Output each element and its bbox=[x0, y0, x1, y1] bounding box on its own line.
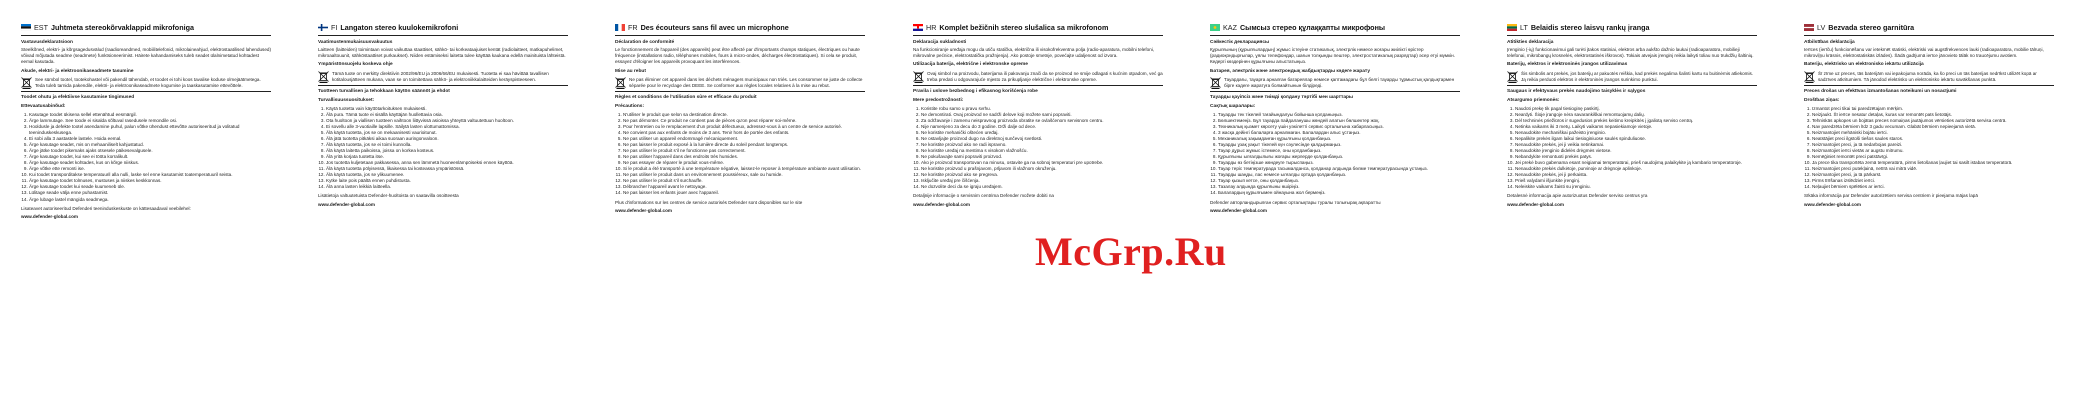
divider bbox=[21, 91, 271, 92]
precaution-item: 10. Ja prece tika transportēta zemā temperatūrā, pirms lietošanas ļaujiet tai sasilt istabas temperatūrā. bbox=[1812, 160, 2054, 166]
precaution-item: 7. Ärge kasutage toodet, kui see ei tööta korralikult. bbox=[29, 154, 271, 160]
service-info-text: Plus d'informations sur les centres de service autorisés Defender sont disponibles sur le site bbox=[615, 199, 803, 205]
precaution-item: 10. Kui toodet transporditakse temperatuuril alla nulli, laske sel enne kasutamist toatemperatuuril seista. bbox=[29, 172, 271, 178]
service-info-text: Lisätietoja valtuutetuista Defender-huoltoista on saatavilla osoitteesta bbox=[318, 193, 459, 199]
precaution-item: 7. Ne koristite proizvod ako ne radi ispravno. bbox=[921, 142, 1163, 148]
precaution-item: 12. Ne pas utiliser le produit s'il surchauffe. bbox=[623, 178, 865, 184]
declaration-heading: Vastavusdeklaratsioon bbox=[21, 40, 73, 45]
flag-icon bbox=[1804, 24, 1814, 31]
product-title: Des écouteurs sans fil avec un microphone bbox=[640, 22, 789, 32]
precaution-item: 14. Neļaujiet bērniem spēlēties ar ierīci. bbox=[1812, 184, 2054, 190]
declaration-text: Ierīces (ierīču) funkcionēšanu var ietekmēt statiski, elektriski vai augstfrekvences lauki (radioaparatūra, mobilie tālruņi, mikroviļņu krāsnis, elektrostatiskās izlādes). Šādā gadījumā ierīce jānovieto tālāk no traucējumu avotiem. bbox=[1804, 47, 2044, 59]
disposal-block bbox=[21, 77, 271, 89]
language-column bbox=[1507, 22, 1757, 412]
precaution-item: 12. Тауар қызып кетсе, оны қолданбаңыз. bbox=[1218, 178, 1460, 184]
precaution-item: 6. Ärge jätke toodet pikemaks ajaks otsesele päikesevalgusele. bbox=[29, 148, 271, 154]
disposal-text: Ne pas éliminer cet appareil dans les déchets ménagers municipaux non triés. Les consommer se juste de collecte séparée pour le recyclage des DEEE. Se conformer aux règles locales relatives à la mise au rebut. bbox=[629, 76, 863, 88]
crossed-bin-icon bbox=[1804, 71, 1815, 83]
precaution-item: 4. Ne convient pas aux enfants de moins de 3 ans. Tenir hors de portée des enfants. bbox=[623, 130, 865, 136]
precaution-item: 1. Koristite robu samo u pravu svrhu. bbox=[921, 106, 1163, 112]
declaration-text: Құрылғының (құрылғылардың) жұмыс істеуіне статикалық, электрлік немесе жоғары жиілікті өрістер (радиоқондырғылар, ұялы телефондар, шағын толқынды пештер, электростатикалық разрядтар) әсер етуі мүмкін. Кедергі көздерінен құрылғыны алыстатыңыз. bbox=[1210, 47, 1455, 65]
precaution-item: 5. Ne pas utiliser un appareil endommagé mécaniquement. bbox=[623, 136, 865, 142]
flag-icon bbox=[615, 24, 625, 31]
precautions-heading: Turvallisuussuositukset: bbox=[318, 98, 375, 104]
column-header bbox=[615, 22, 865, 36]
precaution-item: 7. Älä käytä tuotetta, jos se ei toimi kunnolla. bbox=[326, 142, 568, 148]
language-column bbox=[1210, 22, 1460, 412]
product-title: Belaidis stereo laisvų rankų įranga bbox=[1530, 22, 1650, 32]
column-header bbox=[1507, 22, 1757, 36]
disposal-text: Tämä tuote on merkitty direktiivin 2002/96/EU ja 2006/66/EU mukaisesti. Tuotetta ei saa hävittää tavallisen kotitalousjätteen mukana, vaan se on toimitettava sähkö- ja elektroniikkalaitteiden keräyspisteeseen. bbox=[332, 70, 549, 82]
disposal-heading: Utilizacija baterija, električne i elektronske opreme bbox=[913, 62, 1028, 68]
precaution-item: 9. Nemēģiniet remontēt preci patstāvīgi. bbox=[1812, 154, 2054, 160]
precaution-item: 9. Тауарды өз бетіңізше жөндеуге тырыспаңыз. bbox=[1218, 160, 1460, 166]
precautions-heading: Mere predostrožnosti: bbox=[913, 98, 964, 104]
divider bbox=[1210, 91, 1460, 92]
precaution-item: 12. Nenaudokite prekės, jei ji perkaista. bbox=[1515, 172, 1757, 178]
divider bbox=[615, 91, 865, 92]
precaution-item: 2. Ne demontirati. Ovaj proizvod ne sadrži delove koji možete sami popraviti. bbox=[921, 112, 1163, 118]
crossed-bin-icon bbox=[21, 77, 32, 89]
declaration-text: Įrenginio (-ių) funkcionavimui gali turėti įtakos statiniai, elektros arba aukšto dažnio laukai (radioaparatūra, mobilieji telefonai, mikrobangų krosnelės, elektrostatinės iškrovos). Tokiais atvejais įrenginį reikia laikyti toliau nuo trukdžių šaltinių. bbox=[1507, 47, 1754, 59]
language-code: HR bbox=[926, 22, 937, 32]
precaution-item: 9. Ne pas essayer de réparer le produit vous-même. bbox=[623, 160, 865, 166]
precaution-item: 3. Техникалық қызмет көрсету үшін уәкілетті сервис орталығына хабарласыңыз. bbox=[1218, 124, 1460, 130]
safety-heading: Saugaus ir efektyvaus prekės naudojimo taisyklės ir sąlygos bbox=[1507, 88, 1646, 94]
website-url[interactable]: www.defender-global.com bbox=[615, 207, 673, 213]
precautions-heading: Ettevaatusabinõud: bbox=[21, 104, 66, 110]
flag-icon bbox=[21, 24, 31, 31]
column-header bbox=[913, 22, 1163, 36]
product-title: Komplet bežičnih stereo slušalica sa mikrofonom bbox=[939, 22, 1109, 32]
disposal-heading: Ympäristönsuojelu koskeva ohje bbox=[318, 62, 393, 68]
service-info-text: Defender авторландырылған сервис орталықтары туралы толығырақ ақпаратты bbox=[1210, 199, 1381, 205]
precaution-item: 14. Ne dozvolite deci da se igraju uređajem. bbox=[921, 184, 1163, 190]
service-info-text: Detalesnė informacija apie autorizuotus Defender serviso centrus yra bbox=[1507, 193, 1648, 199]
precaution-item: 13. Kytke laite pois päältä ennen puhdistusta. bbox=[326, 178, 568, 184]
product-title: Сымсыз стерео құлаққапты микрофоны bbox=[1239, 22, 1386, 32]
disposal-block bbox=[1210, 77, 1460, 89]
language-column bbox=[318, 22, 568, 412]
precaution-item: 14. Älä anna lasten leikkiä laitteella. bbox=[326, 184, 568, 190]
divider bbox=[1507, 85, 1757, 86]
flag-icon bbox=[1507, 24, 1517, 31]
precautions-list bbox=[318, 106, 568, 191]
language-column bbox=[21, 22, 271, 412]
declaration-heading: Déclaration de conformité bbox=[615, 40, 675, 45]
precaution-item: 9. Nebandykite remontuoti prekės patys. bbox=[1515, 154, 1757, 160]
precaution-item: 5. Älä käytä tuotetta, jos se on mekaanisesti vaurioitunut. bbox=[326, 130, 568, 136]
precaution-item: 1. Kasutage toodet ükisena sellel ettenähtud eesmärgil. bbox=[29, 112, 271, 118]
safety-heading: Toodet ohutu ja efektiivse kasutamise tingimused bbox=[21, 94, 135, 100]
disposal-text: Šis simbolis ant prekės, jos baterijų ar pakuotės reiškia, kad prekės negalima šalinti kartu su buitinėmis atliekomis. Ją reikia perduoti elektros ir elektroninės įrangos surinkimo punktui. bbox=[1521, 70, 1754, 82]
precaution-item: 13. Prieš valydami išjunkite įrenginį. bbox=[1515, 178, 1757, 184]
precautions-heading: Сақтық шаралары: bbox=[1210, 104, 1256, 110]
precaution-item: 12. Ne koristite proizvod ako se pregreva. bbox=[921, 172, 1163, 178]
precaution-item: 8. Құрылғыны ылғалдылығы жоғары жерлерде қолданбаңыз. bbox=[1218, 154, 1460, 160]
precaution-item: 6. Nepalikite prekės ilgam laikui tiesioginiuose saulės spinduliuose. bbox=[1515, 136, 1757, 142]
precaution-item: 2. Ärge lammutage. See toode ei sisalda sõltuval rasedusele remondile osi. bbox=[29, 118, 271, 124]
column-header bbox=[318, 22, 568, 36]
flag-icon bbox=[913, 24, 923, 31]
precautions-list bbox=[1210, 112, 1460, 197]
website-url[interactable]: www.defender-global.com bbox=[913, 201, 971, 207]
precaution-item: 11. Тауарды шаңды, лас немесе ылғалды ортада қолданбаңыз. bbox=[1218, 172, 1460, 178]
language-column bbox=[1804, 22, 2054, 412]
precaution-item: 14. Балалардың құрылғымен ойнауына жол бермеңіз. bbox=[1218, 190, 1460, 196]
disposal-heading: Bateriju, elektrisko un elektronisko iekārtu utilizācija bbox=[1804, 62, 1924, 68]
precaution-item: 11. Ne koristite proizvod u prašnjavom, prljavom ili vlažnom okruženju. bbox=[921, 166, 1163, 172]
precaution-item: 13. Lülitage seade välja enne puhastamist. bbox=[29, 190, 271, 196]
precautions-heading: Atsargumo priemonės: bbox=[1507, 98, 1560, 104]
precaution-item: 6. Neatstājiet preci ilgstoši tiešos saules staros. bbox=[1812, 136, 2054, 142]
precaution-item: 5. Ärge kasutage seadet, mis on mehaaniliselt kahjustatud. bbox=[29, 142, 271, 148]
disposal-heading: Mise au rebut bbox=[615, 68, 646, 74]
precaution-item: 7. Ne pas utiliser le produit s'il ne fonctionne pas correctement. bbox=[623, 148, 865, 154]
website-url[interactable]: www.defender-global.com bbox=[318, 201, 376, 207]
precaution-item: 3. Pour l'entretien ou le remplacement d'un produit défectueux, adressez-vous à un centre de service autorisé. bbox=[623, 124, 865, 130]
declaration-text: Laitteen (laitteiden) toimintaan voivat vaikuttaa staattiset, sähkö- tai korkeataajuiset kentät (radiolaitteet, matkapuhelimet, mikroaaltouunit, sähköstaattiset purkaukset). Niiden estämiseksi laitetta tulee käyttää kaukana edellä mainituista lähteistä. bbox=[318, 47, 566, 59]
divider bbox=[913, 85, 1163, 86]
precaution-item: 10. Тауар теріс температурада тасымалданса, қолданар алдында бөлме температурасында ұстаңыз. bbox=[1218, 166, 1460, 172]
disposal-block bbox=[615, 77, 865, 89]
disposal-block bbox=[913, 71, 1163, 83]
disposal-heading: Akude, elektri- ja elektroonikaseadmete tasumine bbox=[21, 68, 134, 74]
precaution-item: 4. 3 жасқа дейінгі балаларға арналмаған. Балалардан алыс ұстаңыз. bbox=[1218, 130, 1460, 136]
precaution-item: 11. Neizmantojiet preci putekļainā, netīrā vai mitrā vidē. bbox=[1812, 166, 2054, 172]
precaution-item: 8. Ärge kasutage seadet kohtades, kus on kõrge niiskus. bbox=[29, 160, 271, 166]
precaution-item: 8. Ne pas utiliser l'appareil dans des endroits très humides. bbox=[623, 154, 865, 160]
declaration-heading: Vaatimustenmukaisuusvakuutus bbox=[318, 40, 393, 45]
service-info-text: Detaljnije informacije o servisnim centrima Defender možete dobiti na bbox=[913, 193, 1054, 199]
precaution-item: 9. Ne pokušavajte sami popraviti proizvod. bbox=[921, 154, 1163, 160]
precaution-item: 2. Neardyti. Šioje įrangoje nėra savarankiškai remontuojamų dalių. bbox=[1515, 112, 1757, 118]
column-header bbox=[1210, 22, 1460, 36]
divider bbox=[1804, 85, 2054, 86]
precaution-item: 1. Izmantot preci tikai tai paredzētajam mērķim. bbox=[1812, 106, 2054, 112]
precaution-item: 14. Neleiskite vaikams žaisti su įrenginiu. bbox=[1515, 184, 1757, 190]
crossed-bin-icon bbox=[615, 77, 626, 89]
crossed-bin-icon bbox=[1507, 71, 1518, 83]
disposal-text: Тауардағы, тауарға арналған батареялар немесе қаптамадағы бұл белгі тауарды тұрмыстық қалдықтармен бірге кәдеге жаратуға болмайтынын білдіреді. bbox=[1224, 76, 1455, 88]
precaution-item: 14. Ärge lubage lastel mängida seadmega. bbox=[29, 197, 271, 203]
language-code: EST bbox=[34, 22, 48, 32]
precaution-item: 13. Débrancher l'appareil avant le nettoyage. bbox=[623, 184, 865, 190]
precaution-item: 10. Ako je proizvod transportovan na minusu, ostavite ga na sobnoj temperaturi pre upotrebe. bbox=[921, 160, 1163, 166]
flag-icon bbox=[1210, 24, 1220, 31]
precautions-list bbox=[1804, 106, 2054, 191]
service-info-text: Sīkāka informācija par Defender autorizētiem servisa centriem ir pieejama mājas lapā bbox=[1804, 193, 1978, 199]
precaution-item: 3. Za održavanje i zamenu neispravnog proizvoda obratite se ovlašćenom servisnom centru. bbox=[921, 118, 1163, 124]
language-code: FI bbox=[331, 22, 338, 32]
precaution-item: 12. Älä käytä tuotetta, jos se ylikuumenee. bbox=[326, 172, 568, 178]
precautions-list bbox=[913, 106, 1163, 191]
disposal-block bbox=[318, 71, 568, 83]
precaution-item: 4. Ei sobi alla 3 aastastele lastele. Hoida eemal. bbox=[29, 136, 271, 142]
precaution-item: 13. Тазалау алдында құрылғыны өшіріңіз. bbox=[1218, 184, 1460, 190]
precaution-item: 4. Ei sovellu alle 3-vuotiaille lapsille. Säilytä lasten ulottumattomissa. bbox=[326, 124, 568, 130]
disposal-text: See sümbol tootel, tootekohastel või pakendil tähendab, et toodet ei tohi koos tavalise koduse olmejäätmetega. Teda tuleb tarnida pakendile, elektri- ja elektroonikaseadmete kogumise ja taaskasutamise ettevõttele. bbox=[35, 76, 261, 88]
precaution-item: 9. Ärge võtke ette remonti ise. bbox=[29, 166, 271, 172]
precaution-item: 7. Тауар дұрыс жұмыс істемесе, оны қолданбаңыз. bbox=[1218, 148, 1460, 154]
declaration-heading: Deklaracija sukladnosti bbox=[913, 40, 967, 45]
precaution-item: 1. N'utiliser le produit que selon sa destination directe. bbox=[623, 112, 865, 118]
precaution-item: 3. Hooldusle ja defekte tootel asendamine puhul, palun võtke ühendust ettevõtte autoriseeritud ja volitatud teeninduskeskusega. bbox=[29, 124, 271, 136]
precaution-item: 5. Neizmantojiet mehāniski bojātu ierīci. bbox=[1812, 130, 2054, 136]
precaution-item: 6. Тауарды ұзақ уақыт тікелей күн сәулесінде қалдырмаңыз. bbox=[1218, 142, 1460, 148]
precaution-item: 13. Pirms tīrīšanas izslēdziet ierīci. bbox=[1812, 178, 2054, 184]
precaution-item: 8. Älä käytä laitetta paikoissa, joissa on korkea kosteus. bbox=[326, 148, 568, 154]
precaution-item: 1. Тауарды тек тікелей тағайындалуы бойынша қолданыңыз. bbox=[1218, 112, 1460, 118]
precaution-item: 4. Netinka vaikams iki 3 metų. Laikyti vaikams nepasiekiamoje vietoje. bbox=[1515, 124, 1757, 130]
precaution-item: 5. Механикалық зақымданған құрылғыны қолданбаңыз. bbox=[1218, 136, 1460, 142]
precaution-item: 10. Jos tuotetta kuljetetaan pakkasessa, anna sen lämmetä huoneenlämpöiseksi ennen käyttöä. bbox=[326, 160, 568, 166]
precaution-item: 2. Älä pura. Tämä tuote ei sisällä käyttäjän huollettavia osia. bbox=[326, 112, 568, 118]
declaration-text: Na funkcioniranje uređaja mogu da utiču statička, električna ili visokofrekventna polja (radio-aparatura, mobilni telefoni, mikrovalne pećnice, elektrostatička pražnjenja). Ako postoje smetnje, povećajte udaljenost od izvora. bbox=[913, 47, 1155, 59]
website-url[interactable]: www.defender-global.com bbox=[1804, 201, 1862, 207]
precaution-item: 10. Jei prekė buvo gabenama esant neigiamai temperatūrai, prieš naudojimą palaikykite ją kambario temperatūroje. bbox=[1515, 160, 1757, 166]
precaution-item: 3. Dėl techninės priežiūros ir sugedusios prekės keitimo kreipkitės į įgaliotą serviso centrą. bbox=[1515, 118, 1757, 124]
precaution-item: 12. Neizmantojiet preci, ja tā pārkarst. bbox=[1812, 172, 2054, 178]
precaution-item: 6. Älä jätä tuotetta pitkäksi aikaa suoraan auringonvaloon. bbox=[326, 136, 568, 142]
precaution-item: 9. Älä yritä korjata tuotetta itse. bbox=[326, 154, 568, 160]
crossed-bin-icon bbox=[318, 71, 329, 83]
disposal-block bbox=[1804, 71, 2054, 83]
language-code: FR bbox=[628, 22, 638, 32]
precaution-item: 11. Ne pas utiliser le produit dans un environnement poussiéreux, sale ou humide. bbox=[623, 172, 865, 178]
precaution-item: 7. Nenaudokite prekės, jei ji veikia netinkamai. bbox=[1515, 142, 1757, 148]
crossed-bin-icon bbox=[913, 71, 924, 83]
precaution-item: 14. Ne pas laisser les enfants jouer avec l'appareil. bbox=[623, 190, 865, 196]
safety-heading: Тауарды қауіпсіз және тиімді қолдану тәртібі мен шарттары bbox=[1210, 94, 1354, 100]
precaution-item: 4. Nije namenjeno za decu do 3 godine. Drži dalje od dece. bbox=[921, 124, 1163, 130]
declaration-heading: Atbilstības deklarācija bbox=[1804, 40, 1855, 45]
disposal-text: Ovaj simbol na proizvodu, baterijama ili pakovanju znači da se proizvod ne smije odlagati s kućnim otpadom, već ga treba predati u odgovarajuće mjesto za prikupljanje električne i elektronske opreme. bbox=[927, 70, 1163, 82]
precaution-item: 7. Neizmantojiet preci, ja tā nedarbojas pareizi. bbox=[1812, 142, 2054, 148]
precautions-heading: Précautions: bbox=[615, 104, 645, 110]
disposal-heading: Baterijų, elektros ir elektroninės įrangos utilizavimas bbox=[1507, 62, 1628, 68]
precaution-item: 2. Бөлшектемеңіз. Бұл тауарда пайдаланушы жөндей алатын бөлшектер жоқ. bbox=[1218, 118, 1460, 124]
precaution-item: 8. Nenaudokite įrenginio didelės drėgmės vietose. bbox=[1515, 148, 1757, 154]
precaution-item: 1. Käytä tuotetta vain käyttötarkoituksen mukaisesti. bbox=[326, 106, 568, 112]
column-header bbox=[1804, 22, 2054, 36]
precaution-item: 5. Nenaudokite mechaniškai pažeisto įrenginio. bbox=[1515, 130, 1757, 136]
declaration-text: Le fonctionnement de l'appareil (des appareils) peut être affecté par d'importants champs statiques, électriques ou haute fréquence (installations radio, téléphones mobiles, fours à micro-ondes, décharges électrostatiques). Si cela se produit, essayez d'éloigner les appareils provoquant les interférences. bbox=[615, 47, 860, 65]
disposal-text: Šī zīme uz preces, tās baterijām vai iepakojuma norāda, ka šo preci un tās baterijas nedrīkst utilizēt kopā ar sadzīves atkritumiem. Tā jānodod elektrisko un elektronisko iekārtu savākšanas punktā. bbox=[1818, 70, 2037, 82]
precaution-item: 8. Ne koristite uređaj na mestima s visokom vlažnošću. bbox=[921, 148, 1163, 154]
precautions-list bbox=[1507, 106, 1757, 191]
precaution-item: 1. Naudoti prekę tik pagal tiesioginę paskirtį. bbox=[1515, 106, 1757, 112]
product-title: Langaton stereo kuulokemikrofoni bbox=[340, 22, 459, 32]
precaution-item: 6. Ne pas laisser le produit exposé à la lumière directe du soleil pendant longtemps. bbox=[623, 142, 865, 148]
product-title: Bezvada stereo garnitūra bbox=[1828, 22, 1915, 32]
precaution-item: 6. Ne ostavljajte proizvod dugo na direktnoj sunčevoj svetlosti. bbox=[921, 136, 1163, 142]
precaution-item: 8. Neizmantojiet ierīci vietās ar augstu mitrumu. bbox=[1812, 148, 2054, 154]
disposal-heading: Батарея, электрлік және электрондық жабдықтарды кәдеге жарату bbox=[1210, 68, 1371, 74]
safety-heading: Pravila i uslove bezbednog i efikasnog korišćenja robe bbox=[913, 88, 1038, 94]
precaution-item: 13. Isključite uređaj pre čišćenja. bbox=[921, 178, 1163, 184]
precaution-item: 2. Ne pas démonter. Ce produit ne contient pas de pièces qu'on peut réparer soi-même. bbox=[623, 118, 865, 124]
precaution-item: 11. Älä käytä tuotetta pölyisessä, likaisessa tai kosteassa ympäristössä. bbox=[326, 166, 568, 172]
precaution-item: 5. Ne koristite mehanički oštećen uređaj. bbox=[921, 130, 1163, 136]
language-column bbox=[615, 22, 865, 412]
precaution-item: 3. Ota huoltoon ja viallisen tuotteen vaihtoon liittyvissä asioissa yhteyttä valtuutettuun huoltoon. bbox=[326, 118, 568, 124]
safety-heading: Règles et conditions de l'utilisation sûre et efficace du produit bbox=[615, 94, 757, 100]
precaution-item: 11. Ärge kasutage toodet tolmuses, mustuses ja niiskes keskkonnas. bbox=[29, 178, 271, 184]
flag-icon bbox=[318, 24, 328, 31]
website-url[interactable]: www.defender-global.com bbox=[21, 213, 79, 219]
website-url[interactable]: www.defender-global.com bbox=[1507, 201, 1565, 207]
precautions-list bbox=[21, 112, 271, 203]
language-code: LT bbox=[1520, 22, 1528, 32]
precautions-heading: Drošības ziņas: bbox=[1804, 98, 1840, 104]
product-title: Juhtmeta stereokõrvaklappid mikrofoniga bbox=[50, 22, 194, 32]
language-code: KAZ bbox=[1223, 22, 1237, 32]
precaution-item: 4. Nav paredzēta bērniem līdz 3 gadu vecumam. Glabāt bērniem nepieejamā vietā. bbox=[1812, 124, 2054, 130]
column-header bbox=[21, 22, 271, 36]
precaution-item: 11. Nenaudokite prekės dulkėtoje, purvinoje ar drėgnoje aplinkoje. bbox=[1515, 166, 1757, 172]
language-column bbox=[913, 22, 1163, 412]
disposal-block bbox=[1507, 71, 1757, 83]
precautions-list bbox=[615, 112, 865, 197]
precaution-item: 3. Tehniskās apkopes un bojātas preces nomaiņas jautājumos vērsieties autorizētā servisa centrā. bbox=[1812, 118, 2054, 124]
precaution-item: 10. Si le produit a été transporté à une température négative, laissez-le reposer à température ambiante avant utilisation. bbox=[623, 166, 865, 172]
website-url[interactable]: www.defender-global.com bbox=[1210, 207, 1268, 213]
safety-heading: Preces drošas un efektīvas izmantošanas noteikumi un nosacījumi bbox=[1804, 88, 1957, 94]
precaution-item: 12. Ärge kasutage toodet kui seade kuumeneb üle. bbox=[29, 184, 271, 190]
language-code: LV bbox=[1817, 22, 1826, 32]
safety-heading: Tuotteen turvallisen ja tehokkaan käytön säännöt ja ehdot bbox=[318, 88, 450, 94]
watermark: McGrp.Ru bbox=[1035, 229, 1227, 274]
declaration-heading: Сәйкестік декларациясы bbox=[1210, 40, 1270, 45]
divider bbox=[318, 85, 568, 86]
declaration-text: Steelkõned, elektri- ja kõrgsagedusvälud (raadioreandmed, mobiilitelefonid, mikrolaineahjud, elektrostaatilised lahendused) võivad mõjutada seadme (seadmete) funktsioneerimist. Häirete kahandamiseks tuleb seadet ülalnimetatud kohtadest eemal kasutada. bbox=[21, 47, 271, 65]
service-info-text: Lisateavet autoriseeritud Defenderi teeninduskeskuste on kättesaadaval veebilehel: bbox=[21, 205, 191, 211]
crossed-bin-icon bbox=[1210, 77, 1221, 89]
declaration-heading: Atitikties deklaracija bbox=[1507, 40, 1554, 45]
precaution-item: 2. Neizjaukt. Šī ierīce nesatur detaļas, kuras var remontēt pats lietotājs. bbox=[1812, 112, 2054, 118]
